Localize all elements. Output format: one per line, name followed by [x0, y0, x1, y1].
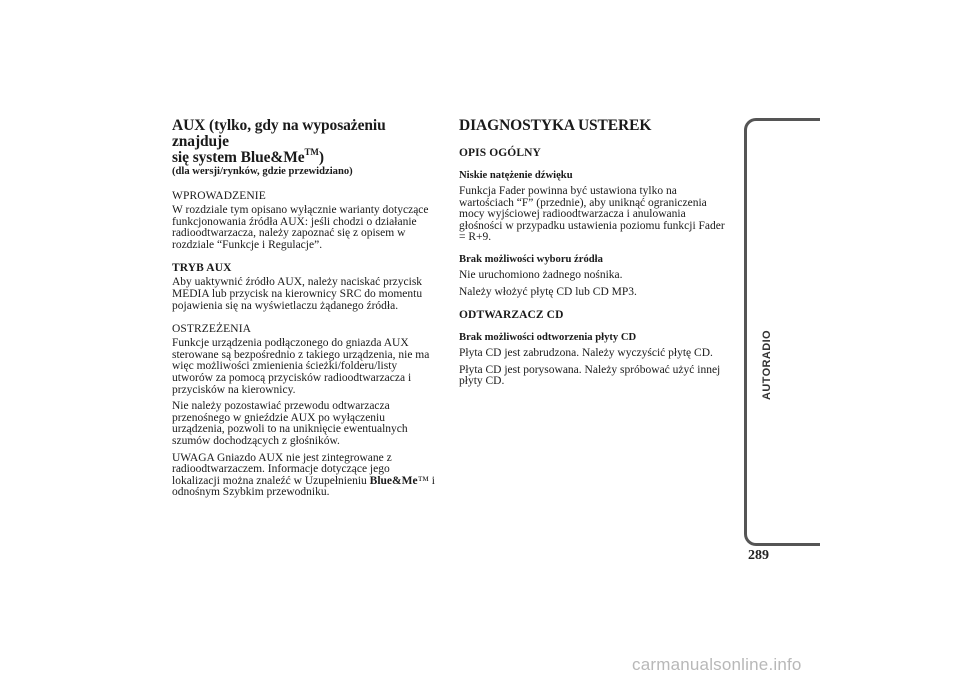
chapter-tab — [744, 118, 820, 546]
section-heading-introduction: WPROWADZENIE — [172, 190, 266, 202]
diagnostics-title: DIAGNOSTYKA USTEREK — [459, 117, 652, 134]
left-column — [172, 118, 440, 504]
right-column — [459, 118, 731, 393]
warnings-paragraph-3: UWAGA Gniazdo AUX nie jest zintegrowane z radioodtwarzaczem. Informacje dotyczące jego lokalizacji można znaleźć w Uzupełnieniu Blue&Me™ i odnośnym Szybkim przewodniku. — [172, 451, 435, 499]
introduction-text: W rozdziale tym opisano wyłącznie warianty dotyczące funkcjonowania źródła AUX: jeśli chodzi o działanie radioodtwarzacza, należy zapoznać się z opisem w rozdziale “Funkcje i Regulacje”. — [172, 204, 429, 251]
aux-subtitle: (dla wersji/rynków, gdzie przewidziano) — [172, 166, 353, 177]
section-heading-cd-player: ODTWARZACZ CD — [459, 309, 564, 322]
chapter-tab-label: AUTORADIO — [761, 329, 773, 401]
cd-scratched-text: Płyta CD jest porysowana. Należy spróbować użyć innej płyty CD. — [459, 363, 721, 388]
section-heading-aux-mode: TRYB AUX — [172, 262, 232, 275]
subheading-no-source: Brak możliwości wyboru źródła — [459, 253, 603, 265]
no-source-text-2: Należy włożyć płytę CD lub CD MP3. — [459, 285, 637, 298]
no-source-text-1: Nie uruchomiono żadnego nośnika. — [459, 268, 623, 281]
aux-mode-text: Aby uaktywnić źródło AUX, należy naciskać przycisk MEDIA lub przycisk na kierownicy SRC do momentu pojawienia się na wyświetlaczu żądanego źródła. — [172, 276, 423, 312]
aux-title: AUX (tylko, gdy na wyposażeniu znajduje się system Blue&Me™) — [172, 117, 386, 166]
section-heading-general: OPIS OGÓLNY — [459, 147, 541, 159]
page-number: 289 — [748, 548, 769, 563]
low-volume-text: Funkcja Fader powinna być ustawiona tylko na wartościach “F” (przednie), aby uniknąć ograniczenia mocy wyjściowej radioodtwarzacza i anulowania głośności w przypadku ustawienia poziomu funkcji Fader = R+9. — [459, 185, 725, 244]
section-heading-warnings: OSTRZEŻENIA — [172, 323, 252, 336]
warnings-paragraph-2: Nie należy pozostawiać przewodu odtwarzacza przenośnego w gnieździe AUX po wyłączeniu urządzenia, pozwoli to na uniknięcie ewentualnych szumów dochodzących z głośników. — [172, 400, 408, 447]
subheading-cd-not-playing: Brak możliwości odtworzenia płyty CD — [459, 332, 637, 344]
subheading-low-volume: Niskie natężenie dźwięku — [459, 170, 573, 181]
watermark: carmanualsonline.info — [632, 655, 802, 674]
warnings-paragraph-1: Funkcje urządzenia podłączonego do gniazda AUX sterowane są bezpośrednio z takiego urządzenia, nie ma więc możliwości zmienienia ścieżki/folderu/listy utworów za pomocą przycisków radioodtwarzacza i przycisków na kierownicy. — [172, 337, 430, 396]
trademark-mark: TM — [304, 147, 319, 157]
cd-dirty-text: Płyta CD jest zabrudzona. Należy wyczyścić płytę CD. — [459, 347, 713, 360]
